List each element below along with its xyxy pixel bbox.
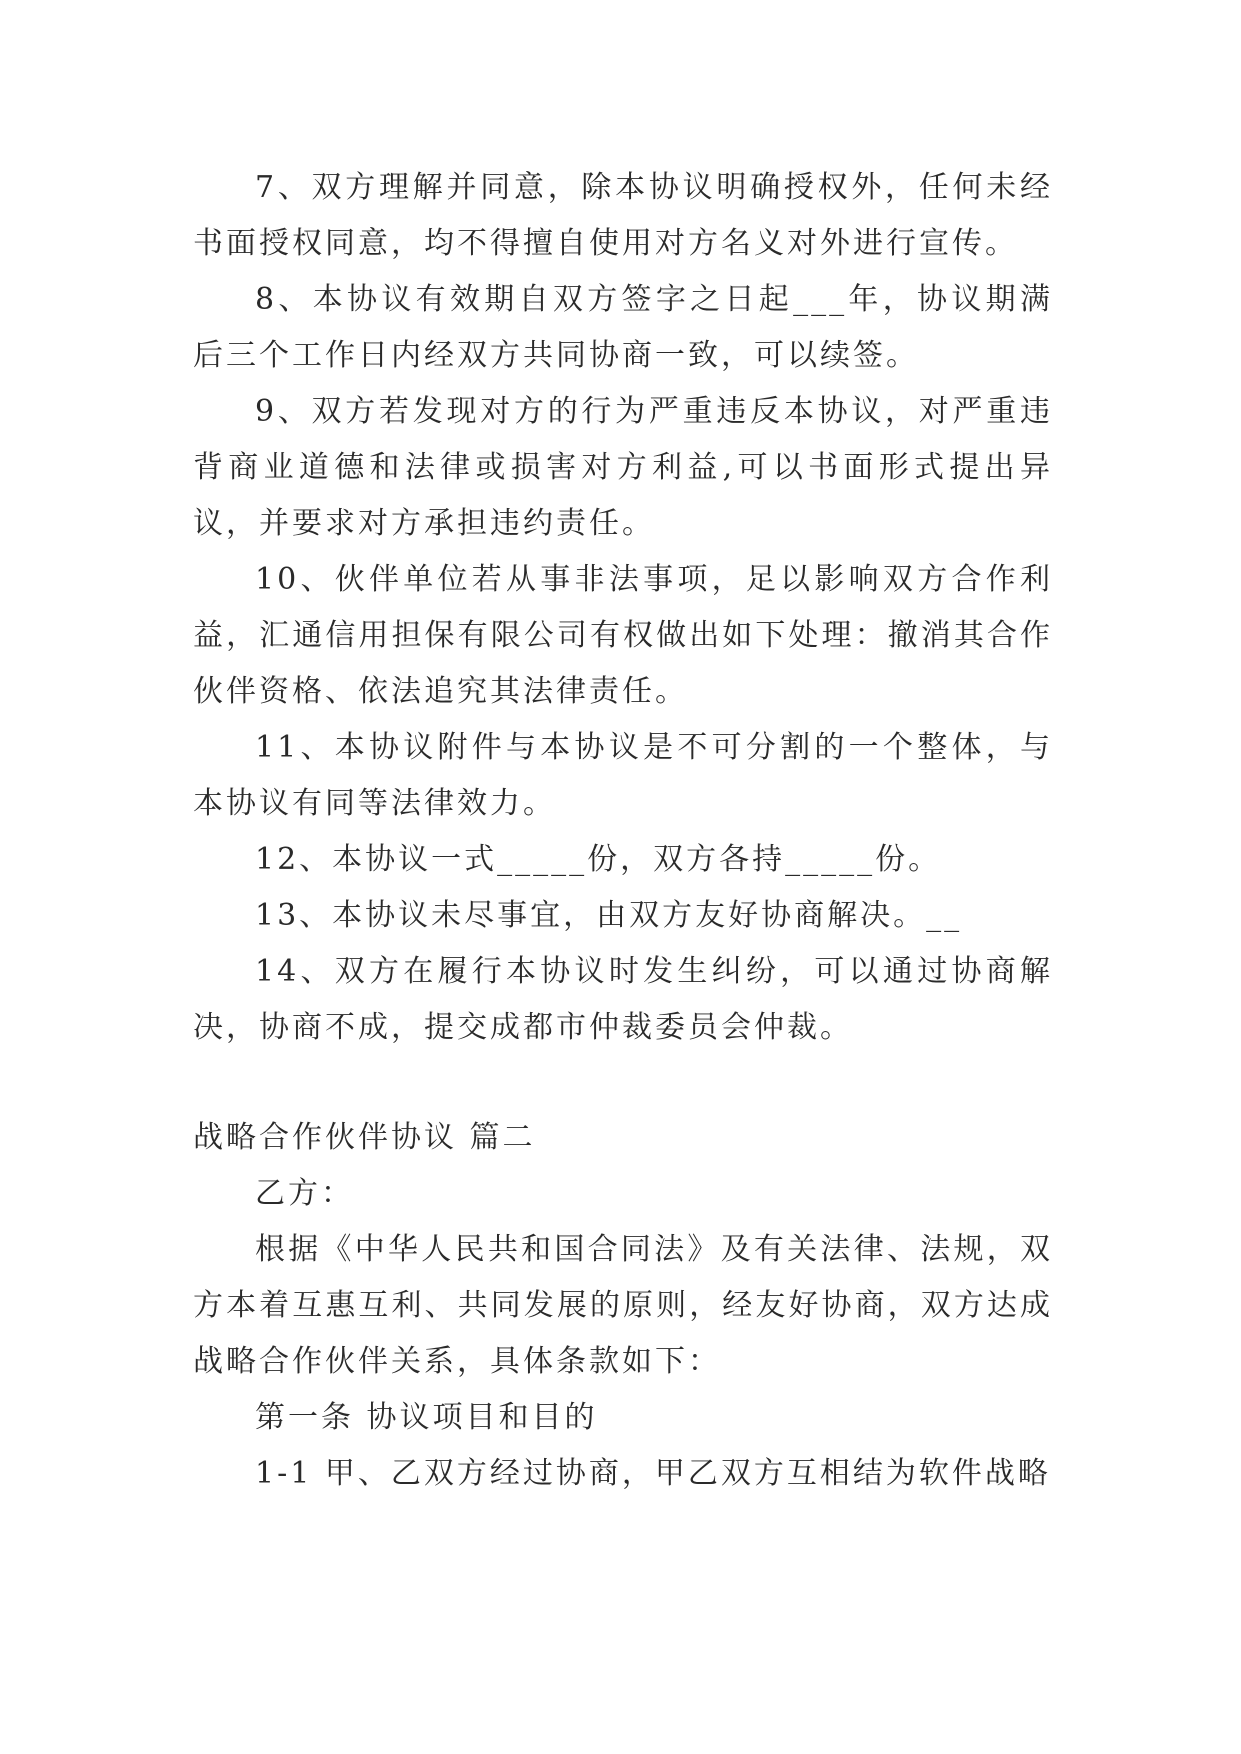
section-title: 战略合作伙伴协议 篇二	[193, 1120, 536, 1155]
clause-9: 9、双方若发现对方的行为严重违反本协议，对严重违背商业道德和法律或损害对方利益,可以书面形式提出异议，并要求对方承担违约责任。	[193, 394, 1053, 541]
article-one-heading: 第一条 协议项目和目的	[255, 1400, 598, 1435]
clause-13: 13、本协议未尽事宜，由双方友好协商解决。__	[255, 898, 963, 933]
clause-1-1: 1-1 甲、乙双方经过协商，甲乙双方互相结为软件战略	[255, 1456, 1051, 1491]
party-b-label: 乙方：	[255, 1176, 354, 1211]
clause-12: 12、本协议一式_____份，双方各持_____份。	[255, 842, 942, 877]
preamble-paragraph: 根据《中华人民共和国合同法》及有关法律、法规，双方本着互惠互利、共同发展的原则，经友好协商，双方达成战略合作伙伴关系，具体条款如下：	[193, 1232, 1053, 1379]
clause-11: 11、本协议附件与本协议是不可分割的一个整体，与本协议有同等法律效力。	[193, 730, 1053, 821]
clause-10: 10、伙伴单位若从事非法事项，足以影响双方合作利益，汇通信用担保有限公司有权做出如下处理：撤消其合作伙伴资格、依法追究其法律责任。	[193, 562, 1053, 709]
document-body	[193, 160, 1053, 1502]
section-spacer	[193, 1056, 1053, 1110]
clause-14: 14、双方在履行本协议时发生纠纷，可以通过协商解决，协商不成，提交成都市仲裁委员会仲裁。	[193, 954, 1053, 1045]
clause-8: 8、本协议有效期自双方签字之日起___年，协议期满后三个工作日内经双方共同协商一致，可以续签。	[193, 282, 1053, 373]
clause-7: 7、双方理解并同意，除本协议明确授权外，任何未经书面授权同意，均不得擅自使用对方名义对外进行宣传。	[193, 170, 1053, 261]
